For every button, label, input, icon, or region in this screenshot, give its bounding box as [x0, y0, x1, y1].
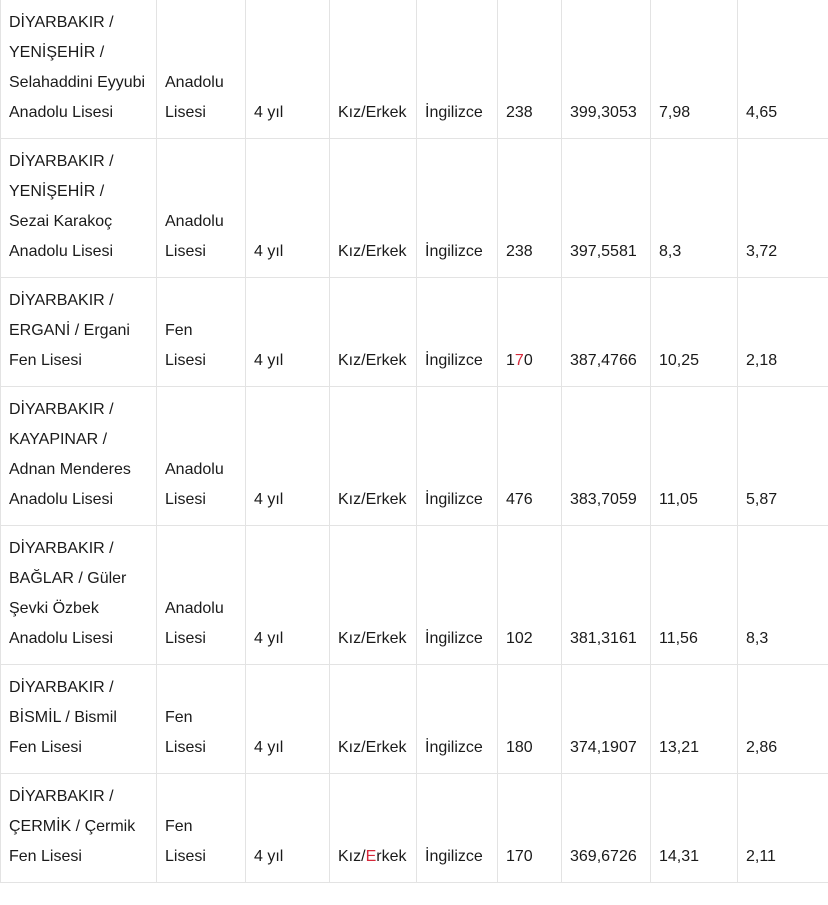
percentile-b-cell: 2,86	[738, 665, 828, 774]
score-cell: 387,4766	[562, 278, 651, 387]
gender-cell: Kız/Erkek	[330, 665, 417, 774]
table-row	[1, 665, 828, 774]
school-name-cell: DİYARBAKIR / ÇERMİK / Çermik Fen Lisesi	[1, 774, 157, 883]
gender-part: rkek	[376, 848, 407, 865]
score-cell: 397,5581	[562, 139, 651, 278]
percentile-a-cell: 11,05	[651, 387, 738, 526]
score-cell: 374,1907	[562, 665, 651, 774]
quota-cell: 238	[498, 139, 562, 278]
duration-cell: 4 yıl	[246, 278, 330, 387]
gender-cell	[330, 774, 417, 883]
table-row	[1, 526, 828, 665]
school-type-cell: Anadolu Lisesi	[157, 0, 246, 139]
school-name-cell: DİYARBAKIR / KAYAPINAR / Adnan Menderes Anadolu Lisesi	[1, 387, 157, 526]
school-type-cell: Anadolu Lisesi	[157, 526, 246, 665]
school-type-cell: Anadolu Lisesi	[157, 387, 246, 526]
school-type-cell: Fen Lisesi	[157, 665, 246, 774]
percentile-a-cell: 14,31	[651, 774, 738, 883]
language-cell: İngilizce	[417, 387, 498, 526]
percentile-b-cell: 4,65	[738, 0, 828, 139]
percentile-b-cell: 2,18	[738, 278, 828, 387]
quota-cell: 180	[498, 665, 562, 774]
duration-cell: 4 yıl	[246, 665, 330, 774]
percentile-b-cell: 8,3	[738, 526, 828, 665]
quota-cell: 476	[498, 387, 562, 526]
score-cell: 383,7059	[562, 387, 651, 526]
quota-cell: 170	[498, 774, 562, 883]
duration-cell: 4 yıl	[246, 0, 330, 139]
gender-part-highlight: E	[365, 848, 377, 865]
school-type-cell: Fen Lisesi	[157, 774, 246, 883]
percentile-a-cell: 8,3	[651, 139, 738, 278]
percentile-b-cell: 3,72	[738, 139, 828, 278]
percentile-a-cell: 11,56	[651, 526, 738, 665]
quota-cell	[498, 278, 562, 387]
percentile-b-cell: 5,87	[738, 387, 828, 526]
table-row	[1, 139, 828, 278]
school-type-cell: Anadolu Lisesi	[157, 139, 246, 278]
table-row	[1, 278, 828, 387]
table-row	[1, 0, 828, 139]
quota-cell: 238	[498, 0, 562, 139]
gender-cell: Kız/Erkek	[330, 387, 417, 526]
percentile-b-cell: 2,11	[738, 774, 828, 883]
language-cell: İngilizce	[417, 774, 498, 883]
quota-cell: 102	[498, 526, 562, 665]
percentile-a-cell: 10,25	[651, 278, 738, 387]
school-name-cell: DİYARBAKIR / YENİŞEHİR / Sezai Karakoç Anadolu Lisesi	[1, 139, 157, 278]
gender-cell: Kız/Erkek	[330, 526, 417, 665]
score-cell: 399,3053	[562, 0, 651, 139]
gender-cell: Kız/Erkek	[330, 278, 417, 387]
table-row	[1, 774, 828, 883]
percentile-a-cell: 13,21	[651, 665, 738, 774]
language-cell: İngilizce	[417, 278, 498, 387]
quota-part: 1	[506, 352, 515, 369]
score-cell: 369,6726	[562, 774, 651, 883]
gender-part: Kız/	[338, 848, 366, 865]
gender-cell: Kız/Erkek	[330, 0, 417, 139]
duration-cell: 4 yıl	[246, 774, 330, 883]
language-cell: İngilizce	[417, 526, 498, 665]
duration-cell: 4 yıl	[246, 139, 330, 278]
quota-part-highlight: 7	[514, 352, 524, 369]
school-name-cell: DİYARBAKIR / YENİŞEHİR / Selahaddini Eyyubi Anadolu Lisesi	[1, 0, 157, 139]
language-cell: İngilizce	[417, 139, 498, 278]
school-type-cell: Fen Lisesi	[157, 278, 246, 387]
school-name-cell: DİYARBAKIR / ERGANİ / Ergani Fen Lisesi	[1, 278, 157, 387]
percentile-a-cell: 7,98	[651, 0, 738, 139]
school-name-cell: DİYARBAKIR / BAĞLAR / Güler Şevki Özbek Anadolu Lisesi	[1, 526, 157, 665]
duration-cell: 4 yıl	[246, 526, 330, 665]
table-row	[1, 387, 828, 526]
school-name-cell: DİYARBAKIR / BİSMİL / Bismil Fen Lisesi	[1, 665, 157, 774]
gender-cell: Kız/Erkek	[330, 139, 417, 278]
duration-cell: 4 yıl	[246, 387, 330, 526]
language-cell: İngilizce	[417, 665, 498, 774]
score-cell: 381,3161	[562, 526, 651, 665]
language-cell: İngilizce	[417, 0, 498, 139]
quota-part: 0	[523, 352, 533, 369]
